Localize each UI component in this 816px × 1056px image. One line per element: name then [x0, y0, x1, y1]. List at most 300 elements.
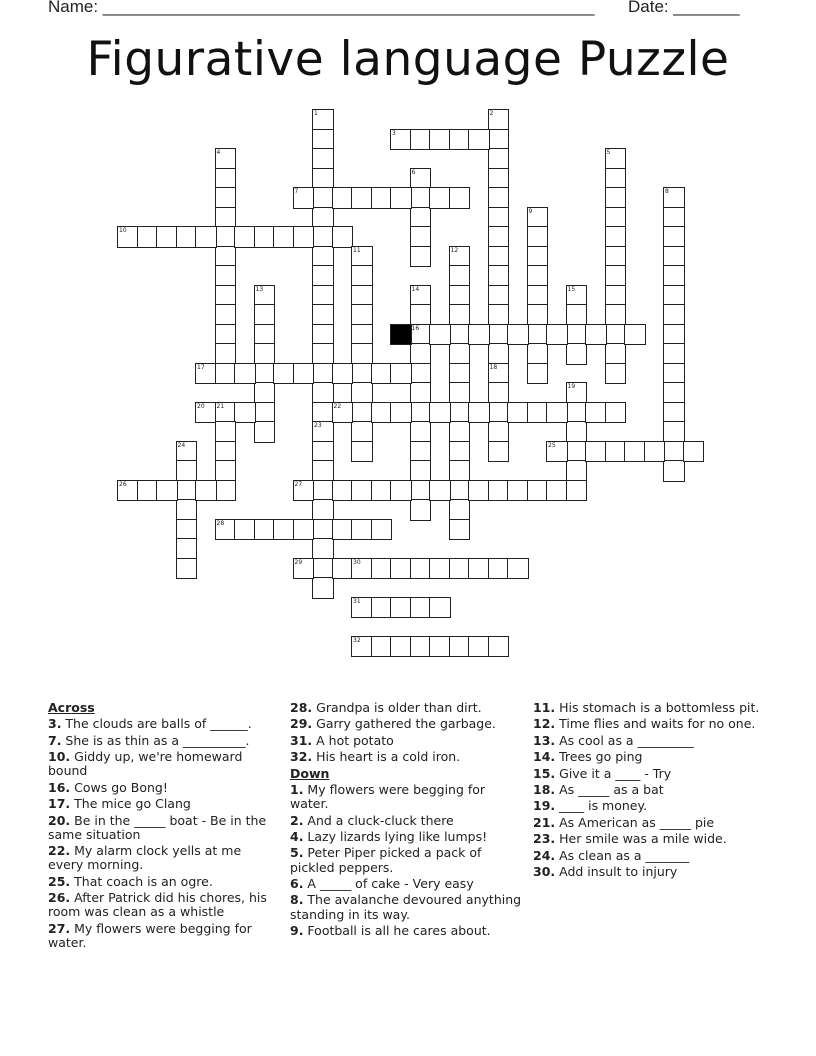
grid-square[interactable] — [351, 343, 373, 365]
grid-square[interactable] — [410, 129, 432, 151]
grid-square[interactable] — [683, 441, 705, 463]
grid-square[interactable] — [351, 187, 373, 209]
grid-square[interactable] — [605, 324, 627, 346]
clue-number: 17 — [197, 363, 205, 371]
grid-square[interactable] — [663, 246, 685, 268]
grid-square[interactable] — [273, 226, 295, 248]
grid-square[interactable] — [312, 285, 334, 307]
grid-square[interactable] — [195, 402, 217, 424]
grid-square[interactable] — [429, 129, 451, 151]
grid-square[interactable] — [468, 402, 490, 424]
grid-square[interactable] — [449, 382, 471, 404]
grid-square[interactable] — [527, 343, 549, 365]
grid-square[interactable] — [488, 421, 510, 443]
clue-item — [533, 734, 765, 748]
grid-square[interactable] — [605, 402, 627, 424]
grid-square[interactable] — [176, 460, 198, 482]
grid-square[interactable] — [546, 324, 568, 346]
grid-square[interactable] — [293, 519, 315, 541]
grid-square[interactable] — [663, 187, 685, 209]
grid-square[interactable] — [527, 246, 549, 268]
grid-square[interactable] — [410, 168, 432, 190]
grid-square[interactable] — [254, 402, 276, 424]
grid-square[interactable] — [351, 441, 373, 463]
grid-square[interactable] — [527, 480, 549, 502]
clue-text: Be in the _____ boat - Be in the same situation — [48, 812, 267, 842]
grid-square[interactable] — [351, 558, 373, 580]
grid-square[interactable] — [215, 246, 237, 268]
grid-square[interactable] — [605, 265, 627, 287]
grid-square[interactable] — [312, 441, 334, 463]
grid-square[interactable] — [449, 285, 471, 307]
grid-square[interactable] — [215, 421, 237, 443]
clue-number-label: 10. — [48, 749, 71, 765]
grid-square[interactable] — [605, 168, 627, 190]
grid-square[interactable] — [468, 636, 490, 658]
grid-square[interactable] — [176, 519, 198, 541]
grid-square[interactable] — [488, 226, 510, 248]
grid-square[interactable] — [215, 168, 237, 190]
grid-square[interactable] — [468, 324, 490, 346]
grid-square[interactable] — [527, 207, 549, 229]
clue-item — [290, 701, 522, 715]
grid-square[interactable] — [410, 343, 432, 365]
grid-square[interactable] — [312, 168, 334, 190]
grid-square[interactable] — [663, 324, 685, 346]
grid-square[interactable] — [566, 324, 588, 346]
clue-item — [290, 783, 522, 811]
grid-square[interactable] — [546, 441, 568, 463]
grid-square[interactable] — [312, 148, 334, 170]
grid-square[interactable] — [312, 129, 334, 151]
grid-square[interactable] — [254, 304, 276, 326]
grid-square[interactable] — [234, 226, 256, 248]
clues-column-1 — [48, 701, 280, 952]
grid-square[interactable] — [527, 265, 549, 287]
grid-square[interactable] — [371, 402, 393, 424]
grid-square[interactable] — [449, 499, 471, 521]
grid-square[interactable] — [585, 402, 607, 424]
grid-square[interactable] — [488, 265, 510, 287]
grid-square[interactable] — [449, 558, 471, 580]
grid-square[interactable] — [371, 187, 393, 209]
grid-square[interactable] — [215, 460, 237, 482]
grid-square[interactable] — [137, 226, 159, 248]
clues-column-3 — [533, 701, 765, 881]
grid-square[interactable] — [605, 187, 627, 209]
grid-square[interactable] — [156, 226, 178, 248]
clue-text: Lazy lizards lying like lumps! — [303, 828, 488, 844]
grid-square[interactable] — [234, 519, 256, 541]
grid-square[interactable] — [429, 187, 451, 209]
grid-square[interactable] — [312, 460, 334, 482]
grid-square[interactable] — [507, 324, 529, 346]
grid-square[interactable] — [215, 148, 237, 170]
grid-square[interactable] — [371, 363, 393, 385]
grid-square[interactable] — [605, 226, 627, 248]
grid-square[interactable] — [410, 441, 432, 463]
grid-square[interactable] — [273, 363, 295, 385]
grid-square[interactable] — [410, 382, 432, 404]
grid-square[interactable] — [410, 187, 432, 209]
grid-square[interactable] — [449, 187, 471, 209]
clue-text: Her smile was a mile wide. — [555, 831, 727, 847]
grid-square[interactable] — [351, 246, 373, 268]
grid-square[interactable] — [312, 382, 334, 404]
grid-square[interactable] — [293, 363, 315, 385]
clue-number-label: 12. — [533, 716, 556, 732]
grid-square[interactable] — [351, 480, 373, 502]
grid-square[interactable] — [176, 558, 198, 580]
name-field-label[interactable]: Name: ____________________________________________________ — [48, 0, 595, 16]
grid-square[interactable] — [254, 343, 276, 365]
grid-square[interactable] — [527, 285, 549, 307]
grid-square[interactable] — [254, 226, 276, 248]
grid-square[interactable] — [312, 226, 334, 248]
grid-square[interactable] — [215, 265, 237, 287]
grid-square[interactable] — [254, 519, 276, 541]
clue-text: She is as thin as a __________. — [61, 732, 250, 748]
grid-square[interactable] — [605, 363, 627, 385]
clue-item — [48, 891, 280, 919]
across-clue-list — [48, 717, 280, 950]
grid-square[interactable] — [663, 207, 685, 229]
grid-square[interactable] — [215, 441, 237, 463]
clue-number: 22 — [333, 402, 342, 410]
clue-number-label: 28. — [290, 700, 313, 715]
grid-square[interactable] — [215, 480, 237, 502]
grid-square[interactable] — [312, 109, 334, 131]
grid-square[interactable] — [488, 343, 510, 365]
grid-square[interactable] — [663, 460, 685, 482]
grid-square[interactable] — [371, 519, 393, 541]
grid-square[interactable] — [488, 285, 510, 307]
grid-square[interactable] — [566, 382, 588, 404]
grid-square[interactable] — [566, 402, 588, 424]
grid-square[interactable] — [488, 324, 510, 346]
grid-square[interactable] — [293, 226, 315, 248]
grid-square[interactable] — [195, 480, 217, 502]
grid-square[interactable] — [371, 636, 393, 658]
grid-square[interactable] — [254, 421, 276, 443]
grid-square[interactable] — [644, 441, 666, 463]
grid-square[interactable] — [332, 402, 354, 424]
grid-square[interactable] — [527, 304, 549, 326]
grid-square[interactable] — [351, 636, 373, 658]
grid-square[interactable] — [351, 324, 373, 346]
grid-square[interactable] — [468, 558, 490, 580]
grid-square[interactable] — [410, 460, 432, 482]
clue-number: 3 — [392, 129, 396, 137]
grid-square[interactable] — [312, 207, 334, 229]
grid-square[interactable] — [488, 480, 510, 502]
grid-square[interactable] — [312, 519, 334, 541]
grid-square[interactable] — [332, 519, 354, 541]
grid-square[interactable] — [117, 480, 139, 502]
grid-square[interactable] — [488, 246, 510, 268]
grid-square[interactable] — [624, 324, 646, 346]
grid-square[interactable] — [332, 363, 354, 385]
grid-square[interactable] — [312, 363, 334, 385]
grid-square[interactable] — [663, 343, 685, 365]
grid-square[interactable] — [488, 187, 510, 209]
grid-square[interactable] — [351, 382, 373, 404]
clue-number-label: 19. — [533, 798, 556, 814]
grid-square[interactable] — [507, 480, 529, 502]
grid-square[interactable] — [449, 363, 471, 385]
grid-square[interactable] — [488, 168, 510, 190]
grid-square[interactable] — [566, 460, 588, 482]
grid-square[interactable] — [176, 499, 198, 521]
grid-square[interactable] — [449, 402, 471, 424]
grid-square[interactable] — [449, 324, 471, 346]
grid-square[interactable] — [312, 343, 334, 365]
grid-square[interactable] — [410, 636, 432, 658]
grid-square[interactable] — [312, 558, 334, 580]
grid-square[interactable] — [390, 363, 412, 385]
grid-square[interactable] — [254, 363, 276, 385]
grid-square[interactable] — [215, 226, 237, 248]
grid-square[interactable] — [449, 460, 471, 482]
grid-square[interactable] — [254, 382, 276, 404]
grid-square[interactable] — [605, 246, 627, 268]
grid-square[interactable] — [215, 285, 237, 307]
grid-square[interactable] — [195, 363, 217, 385]
grid-square[interactable] — [663, 363, 685, 385]
clue-number-label: 8. — [290, 892, 304, 908]
grid-square[interactable] — [410, 480, 432, 502]
grid-square[interactable] — [566, 421, 588, 443]
grid-square[interactable] — [312, 187, 334, 209]
grid-square[interactable] — [254, 285, 276, 307]
grid-square[interactable] — [312, 246, 334, 268]
grid-square[interactable] — [488, 207, 510, 229]
grid-square[interactable] — [351, 304, 373, 326]
grid-square[interactable] — [312, 538, 334, 560]
grid-square[interactable] — [390, 597, 412, 619]
grid-square[interactable] — [215, 324, 237, 346]
grid-square[interactable] — [156, 480, 178, 502]
grid-square[interactable] — [351, 363, 373, 385]
grid-square[interactable] — [410, 207, 432, 229]
grid-square[interactable] — [254, 324, 276, 346]
grid-square[interactable] — [351, 519, 373, 541]
grid-square[interactable] — [176, 538, 198, 560]
grid-square[interactable] — [234, 402, 256, 424]
grid-square[interactable] — [215, 187, 237, 209]
clue-number: 15 — [567, 285, 576, 293]
grid-square[interactable] — [527, 324, 549, 346]
grid-square[interactable] — [332, 480, 354, 502]
clue-number: 19 — [567, 383, 576, 390]
grid-square[interactable] — [410, 421, 432, 443]
grid-square[interactable] — [663, 402, 685, 424]
grid-square[interactable] — [390, 187, 412, 209]
grid-square[interactable] — [215, 304, 237, 326]
grid-square[interactable] — [449, 343, 471, 365]
grid-square[interactable] — [663, 304, 685, 326]
grid-square[interactable] — [566, 441, 588, 463]
grid-square[interactable] — [371, 558, 393, 580]
grid-square[interactable] — [215, 363, 237, 385]
grid-square[interactable] — [507, 558, 529, 580]
grid-square[interactable] — [312, 402, 334, 424]
grid-square[interactable] — [449, 129, 471, 151]
grid-square[interactable] — [390, 480, 412, 502]
clue-number: 5 — [606, 149, 611, 156]
grid-square[interactable] — [605, 207, 627, 229]
grid-square[interactable] — [390, 636, 412, 658]
grid-square[interactable] — [351, 421, 373, 443]
grid-square[interactable] — [488, 402, 510, 424]
grid-square[interactable] — [605, 148, 627, 170]
grid-square[interactable] — [449, 265, 471, 287]
grid-square[interactable] — [117, 226, 139, 248]
grid-square[interactable] — [332, 187, 354, 209]
grid-square[interactable] — [332, 226, 354, 248]
grid-square[interactable] — [488, 382, 510, 404]
grid-square[interactable] — [663, 285, 685, 307]
clue-number: 8 — [665, 188, 669, 195]
grid-square[interactable] — [566, 285, 588, 307]
grid-square[interactable] — [429, 402, 451, 424]
grid-square[interactable] — [449, 304, 471, 326]
clue-text: As clean as a _______ — [555, 847, 690, 863]
grid-square[interactable] — [429, 636, 451, 658]
clue-item — [533, 832, 765, 846]
grid-square[interactable] — [215, 519, 237, 541]
grid-square[interactable] — [371, 597, 393, 619]
grid-square[interactable] — [663, 226, 685, 248]
grid-square[interactable] — [273, 519, 295, 541]
grid-square[interactable] — [312, 499, 334, 521]
grid-square[interactable] — [468, 129, 490, 151]
grid-square[interactable] — [605, 441, 627, 463]
grid-square[interactable] — [410, 597, 432, 619]
grid-square[interactable] — [429, 558, 451, 580]
grid-square[interactable] — [215, 402, 237, 424]
grid-square[interactable] — [351, 402, 373, 424]
grid-square[interactable] — [176, 441, 198, 463]
grid-square[interactable] — [429, 597, 451, 619]
grid-square[interactable] — [663, 265, 685, 287]
grid-square[interactable] — [527, 226, 549, 248]
grid-square[interactable] — [410, 558, 432, 580]
grid-square[interactable] — [312, 304, 334, 326]
grid-square[interactable] — [488, 304, 510, 326]
grid-square[interactable] — [410, 246, 432, 268]
grid-square[interactable] — [410, 285, 432, 307]
grid-square[interactable] — [215, 207, 237, 229]
grid-square[interactable] — [332, 558, 354, 580]
grid-square[interactable] — [293, 480, 315, 502]
grid-square[interactable] — [293, 558, 315, 580]
grid-square[interactable] — [410, 304, 432, 326]
clue-text: My flowers were begging for water. — [48, 920, 252, 950]
grid-square[interactable] — [488, 148, 510, 170]
page-title: Figurative language Puzzle — [86, 32, 730, 87]
grid-square[interactable] — [312, 324, 334, 346]
grid-square[interactable] — [449, 421, 471, 443]
grid-square[interactable] — [390, 129, 412, 151]
grid-square[interactable] — [176, 480, 198, 502]
grid-square[interactable] — [234, 363, 256, 385]
clue-number-label: 20. — [48, 812, 71, 828]
grid-square[interactable] — [137, 480, 159, 502]
grid-square[interactable] — [410, 402, 432, 424]
grid-square[interactable] — [351, 265, 373, 287]
grid-square[interactable] — [527, 402, 549, 424]
grid-square[interactable] — [488, 109, 510, 131]
grid-square[interactable] — [566, 480, 588, 502]
grid-square[interactable] — [312, 421, 334, 443]
grid-square[interactable] — [624, 441, 646, 463]
grid-square[interactable] — [410, 226, 432, 248]
grid-square[interactable] — [449, 636, 471, 658]
grid-square[interactable] — [546, 480, 568, 502]
grid-square[interactable] — [605, 304, 627, 326]
grid-square[interactable] — [605, 285, 627, 307]
grid-square[interactable] — [176, 226, 198, 248]
grid-square[interactable] — [527, 363, 549, 385]
grid-square[interactable] — [429, 324, 451, 346]
grid-square[interactable] — [351, 597, 373, 619]
grid-square[interactable] — [449, 519, 471, 541]
grid-square[interactable] — [449, 480, 471, 502]
grid-square[interactable] — [488, 363, 510, 385]
across-clue-list-continued — [290, 701, 522, 764]
grid-square[interactable] — [449, 441, 471, 463]
grid-square[interactable] — [566, 343, 588, 365]
grid-square[interactable] — [410, 499, 432, 521]
grid-square[interactable] — [410, 363, 432, 385]
grid-square[interactable] — [215, 343, 237, 365]
grid-square[interactable] — [585, 324, 607, 346]
grid-square[interactable] — [312, 265, 334, 287]
grid-square[interactable] — [585, 441, 607, 463]
clue-text: His stomach is a bottomless pit. — [555, 700, 760, 715]
grid-square[interactable] — [293, 187, 315, 209]
clue-number: 30 — [353, 558, 361, 566]
grid-square[interactable] — [566, 304, 588, 326]
grid-square[interactable] — [468, 480, 490, 502]
grid-square[interactable] — [312, 480, 334, 502]
grid-square[interactable] — [429, 480, 451, 502]
grid-square[interactable] — [488, 129, 510, 151]
grid-square[interactable] — [195, 226, 217, 248]
grid-square[interactable] — [390, 402, 412, 424]
clue-number-label: 4. — [290, 828, 304, 844]
clue-number-label: 31. — [290, 732, 313, 748]
grid-square[interactable] — [663, 421, 685, 443]
grid-square[interactable] — [410, 324, 432, 346]
grid-square[interactable] — [449, 246, 471, 268]
date-field-label[interactable]: Date: _______ — [628, 0, 740, 16]
grid-square[interactable] — [390, 558, 412, 580]
grid-square[interactable] — [663, 441, 685, 463]
grid-square[interactable] — [351, 285, 373, 307]
grid-square[interactable] — [507, 402, 529, 424]
grid-square[interactable] — [605, 343, 627, 365]
grid-square[interactable] — [546, 402, 568, 424]
grid-square[interactable] — [488, 558, 510, 580]
grid-square[interactable] — [488, 636, 510, 658]
grid-square[interactable] — [312, 577, 334, 599]
grid-square[interactable] — [488, 441, 510, 463]
grid-square[interactable] — [371, 480, 393, 502]
grid-square[interactable] — [663, 382, 685, 404]
clue-number: 2 — [489, 110, 494, 117]
